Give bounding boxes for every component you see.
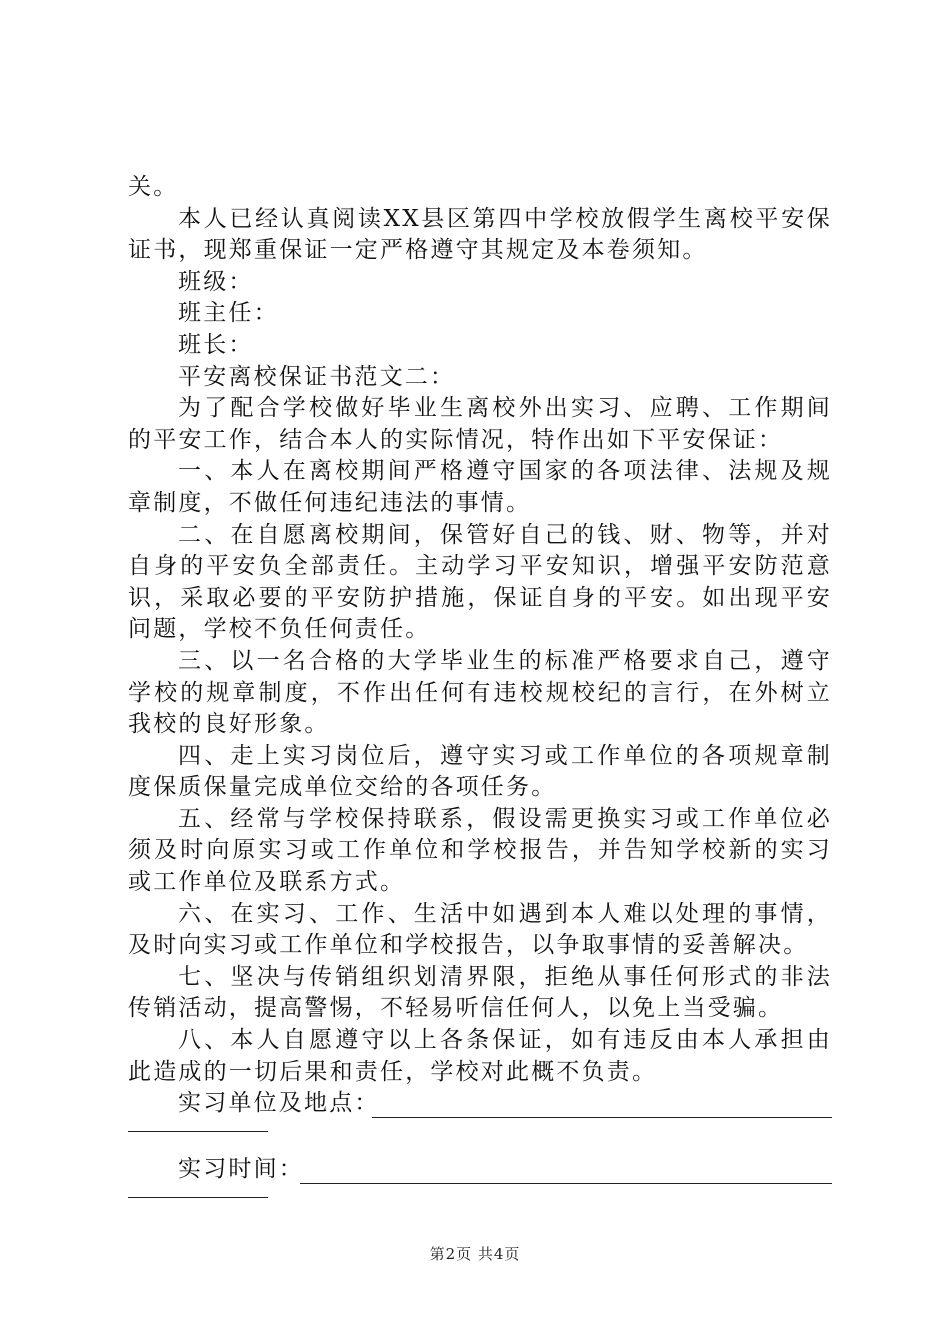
paragraph-item-8: 八、本人自愿遵守以上各条保证，如有违反由本人承担由此造成的一切后果和责任，学校对此概不负责。 [128, 1027, 832, 1085]
internship-place-continuation [128, 1120, 832, 1152]
internship-time-field [128, 1154, 832, 1186]
page-number-footer: 第2页 共4页 [429, 1245, 521, 1263]
paragraph-item-4: 四、走上实习岗位后，遵守实习或工作单位的各项规章制度保质保量完成单位交给的各项任务。 [128, 742, 832, 801]
paragraph-item-2: 二、在自愿离校期间，保管好自己的钱、财、物等，并对自身的平安负全部责任。主动学习平安知识，增强平安防范意识，采取必要的平安防护措施，保证自身的平安。如出现平安问题，学校不负任何责任。 [128, 521, 832, 643]
internship-place-field [128, 1088, 832, 1120]
internship-time-underline [300, 1183, 832, 1184]
section-heading-sample-two: 平安离校保证书范文二： [178, 363, 456, 390]
paragraph-intro: 为了配合学校做好毕业生离校外出实习、应聘、工作期间的平安工作，结合本人的实际情况，特作出如下平安保证： [128, 395, 832, 453]
internship-time-continuation [128, 1186, 832, 1218]
internship-time-label: 实习时间： [178, 1156, 304, 1183]
paragraph-pledge-statement: 本人已经认真阅读XX县区第四中学校放假学生离校平安保证书，现郑重保证一定严格遵守其规定及本卷须知。 [128, 205, 832, 264]
paragraph-item-3: 三、以一名合格的大学毕业生的标准严格要求自己，遵守学校的规章制度，不作出任何有违校规校纪的言行，在外树立我校的良好形象。 [128, 647, 832, 738]
paragraph-item-7: 七、坚决与传销组织划清界限，拒绝从事任何形式的非法传销活动，提高警惕，不轻易听信任何人，以免上当受骗。 [128, 963, 832, 1022]
paragraph-item-1: 一、本人在离校期间严格遵守国家的各项法律、法规及规章制度，不做任何违纪违法的事情。 [128, 458, 832, 516]
paragraph-closing-fragment: 关。 [128, 174, 179, 200]
document-body [128, 172, 832, 1218]
paragraph-item-6: 六、在实习、工作、生活中如遇到本人难以处理的事情，及时向实习或工作单位和学校报告，以争取事情的妥善解决。 [128, 900, 832, 959]
class-monitor-label: 班长： [178, 331, 254, 358]
head-teacher-label: 班主任： [178, 300, 279, 327]
paragraph-item-5: 五、经常与学校保持联系，假设需更换实习或工作单位必须及时向原实习或工作单位和学校报告，并告知学校新的实习或工作单位及联系方式。 [128, 805, 832, 896]
internship-place-underline [372, 1117, 832, 1118]
internship-place-label: 实习单位及地点： [178, 1090, 380, 1117]
internship-time-underline-continued [128, 1197, 268, 1198]
class-label: 班级： [178, 268, 254, 295]
internship-place-underline-continued [128, 1131, 268, 1132]
